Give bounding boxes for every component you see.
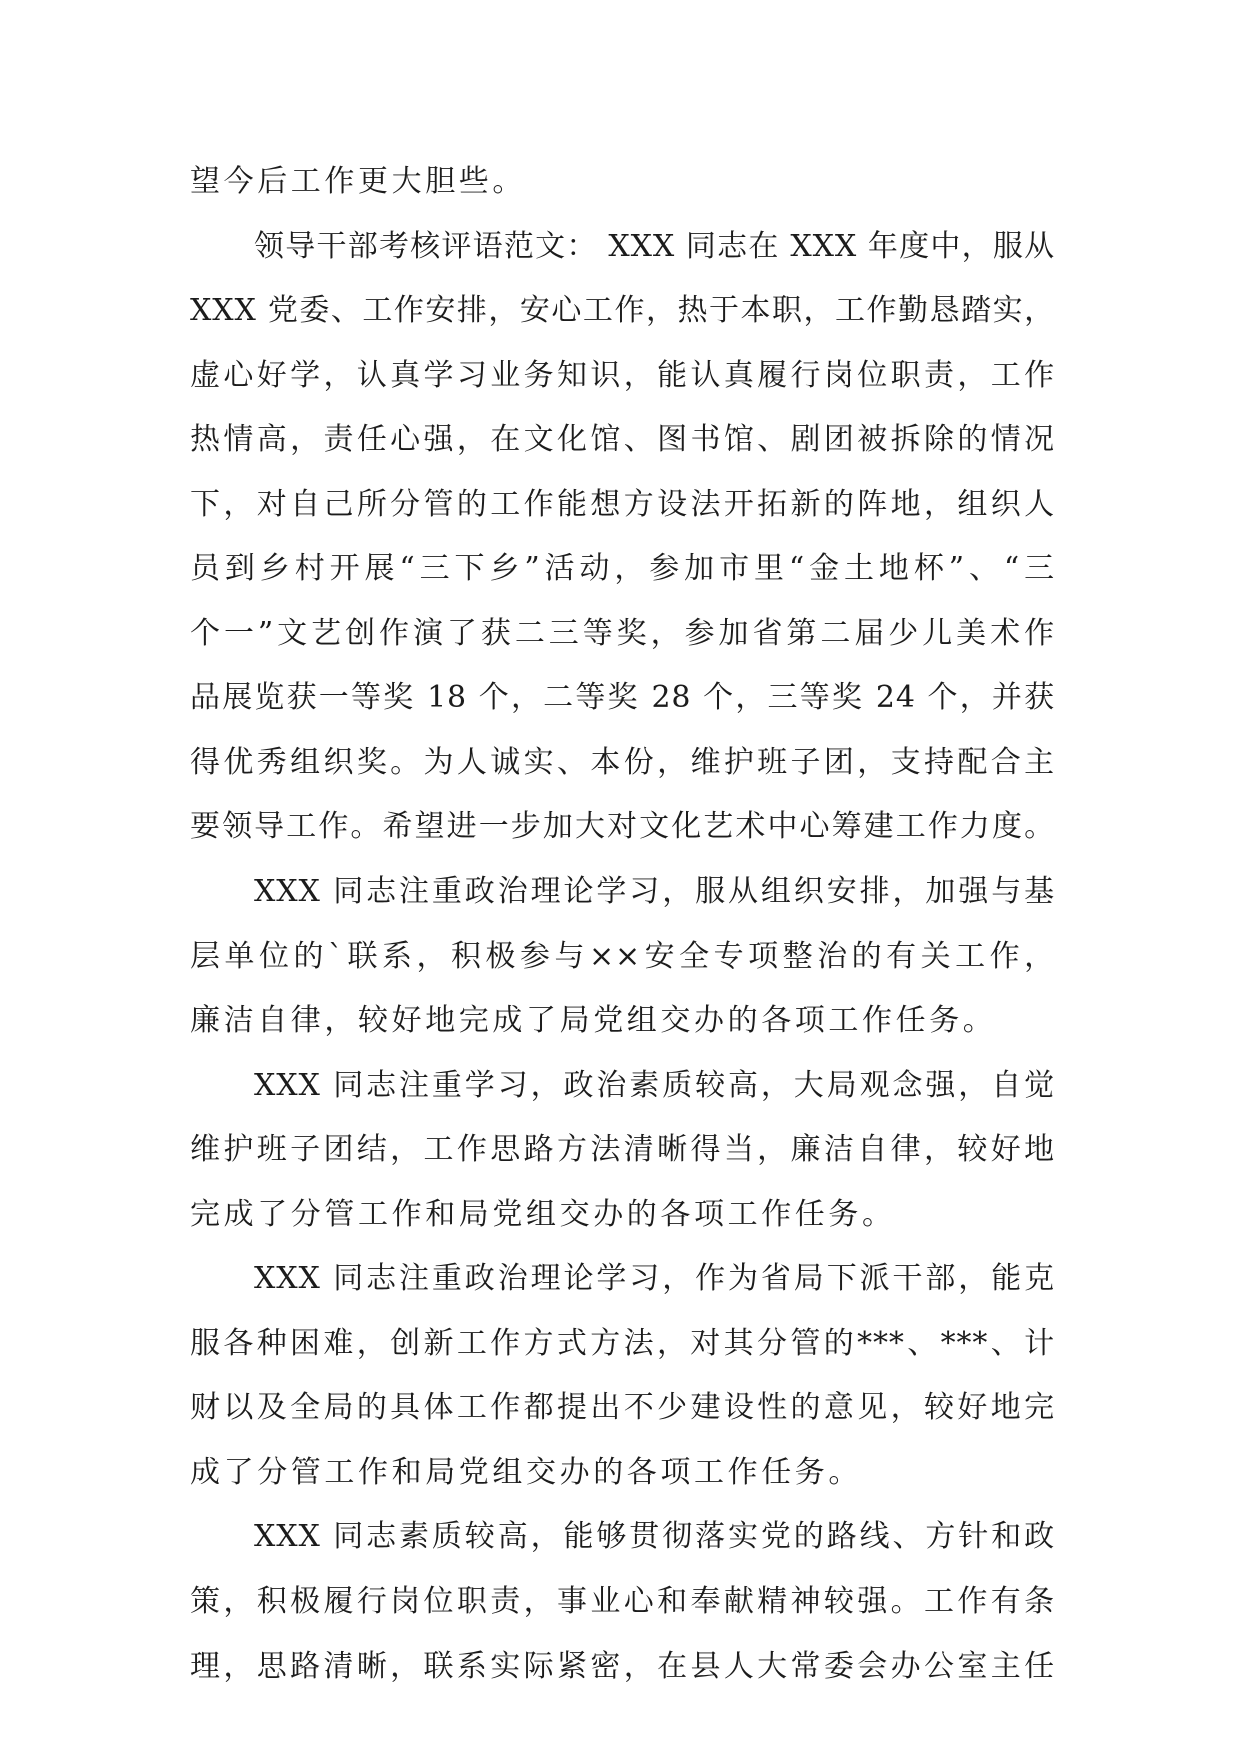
text-line: 策，积极履行岗位职责，事业心和奉献精神较强。工作有条 [190, 1584, 1055, 1620]
text-line: 领导干部考核评语范文： XXX 同志在 XXX 年度中，服从 [254, 228, 1055, 264]
text-line: 品展览获一等奖 18 个，二等奖 28 个，三等奖 24 个，并获 [190, 680, 1055, 716]
text-line: XXX 同志素质较高，能够贯彻落实党的路线、方针和政 [254, 1519, 1055, 1555]
text-line: 热情高，责任心强，在文化馆、图书馆、剧团被拆除的情况 [190, 422, 1055, 458]
text-line: 下，对自己所分管的工作能想方设法开拓新的阵地，组织人 [190, 486, 1055, 522]
text-line: XXX 同志注重学习，政治素质较高，大局观念强，自觉 [254, 1067, 1055, 1103]
text-line: XXX 同志注重政治理论学习，作为省局下派干部，能克 [254, 1261, 1055, 1297]
text-line: 个一”文艺创作演了获二三等奖，参加省第二届少儿美术作 [190, 615, 1055, 651]
text-line: XXX 同志注重政治理论学习，服从组织安排，加强与基 [254, 874, 1055, 910]
text-line: 理，思路清晰，联系实际紧密，在县人大常委会办公室主任 [190, 1648, 1055, 1684]
text-line: 员到乡村开展“三下乡”活动，参加市里“金土地杯”、“三 [190, 551, 1055, 587]
text-line: 层单位的`联系，积极参与××安全专项整治的有关工作， [190, 938, 1055, 974]
text-line: 维护班子团结，工作思路方法清晰得当，廉洁自律，较好地 [190, 1132, 1055, 1168]
document-body [190, 150, 1055, 1699]
text-line: 服各种困难，创新工作方式方法，对其分管的***、***、计 [190, 1325, 1055, 1361]
text-line: 得优秀组织奖。为人诚实、本份，维护班子团，支持配合主 [190, 744, 1055, 780]
text-line: 成了分管工作和局党组交办的各项工作任务。 [190, 1454, 862, 1490]
text-line: XXX 党委、工作安排，安心工作，热于本职，工作勤恳踏实， [190, 293, 1055, 329]
text-line: 虚心好学，认真学习业务知识，能认真履行岗位职责，工作 [190, 357, 1055, 393]
text-line: 要领导工作。希望进一步加大对文化艺术中心筹建工作力度。 [190, 809, 1055, 845]
text-line: 望今后工作更大胆些。 [190, 164, 526, 199]
text-line: 财以及全局的具体工作都提出不少建设性的意见，较好地完 [190, 1390, 1055, 1426]
text-line: 廉洁自律，较好地完成了局党组交办的各项工作任务。 [190, 1003, 997, 1039]
text-line: 完成了分管工作和局党组交办的各项工作任务。 [190, 1196, 896, 1232]
